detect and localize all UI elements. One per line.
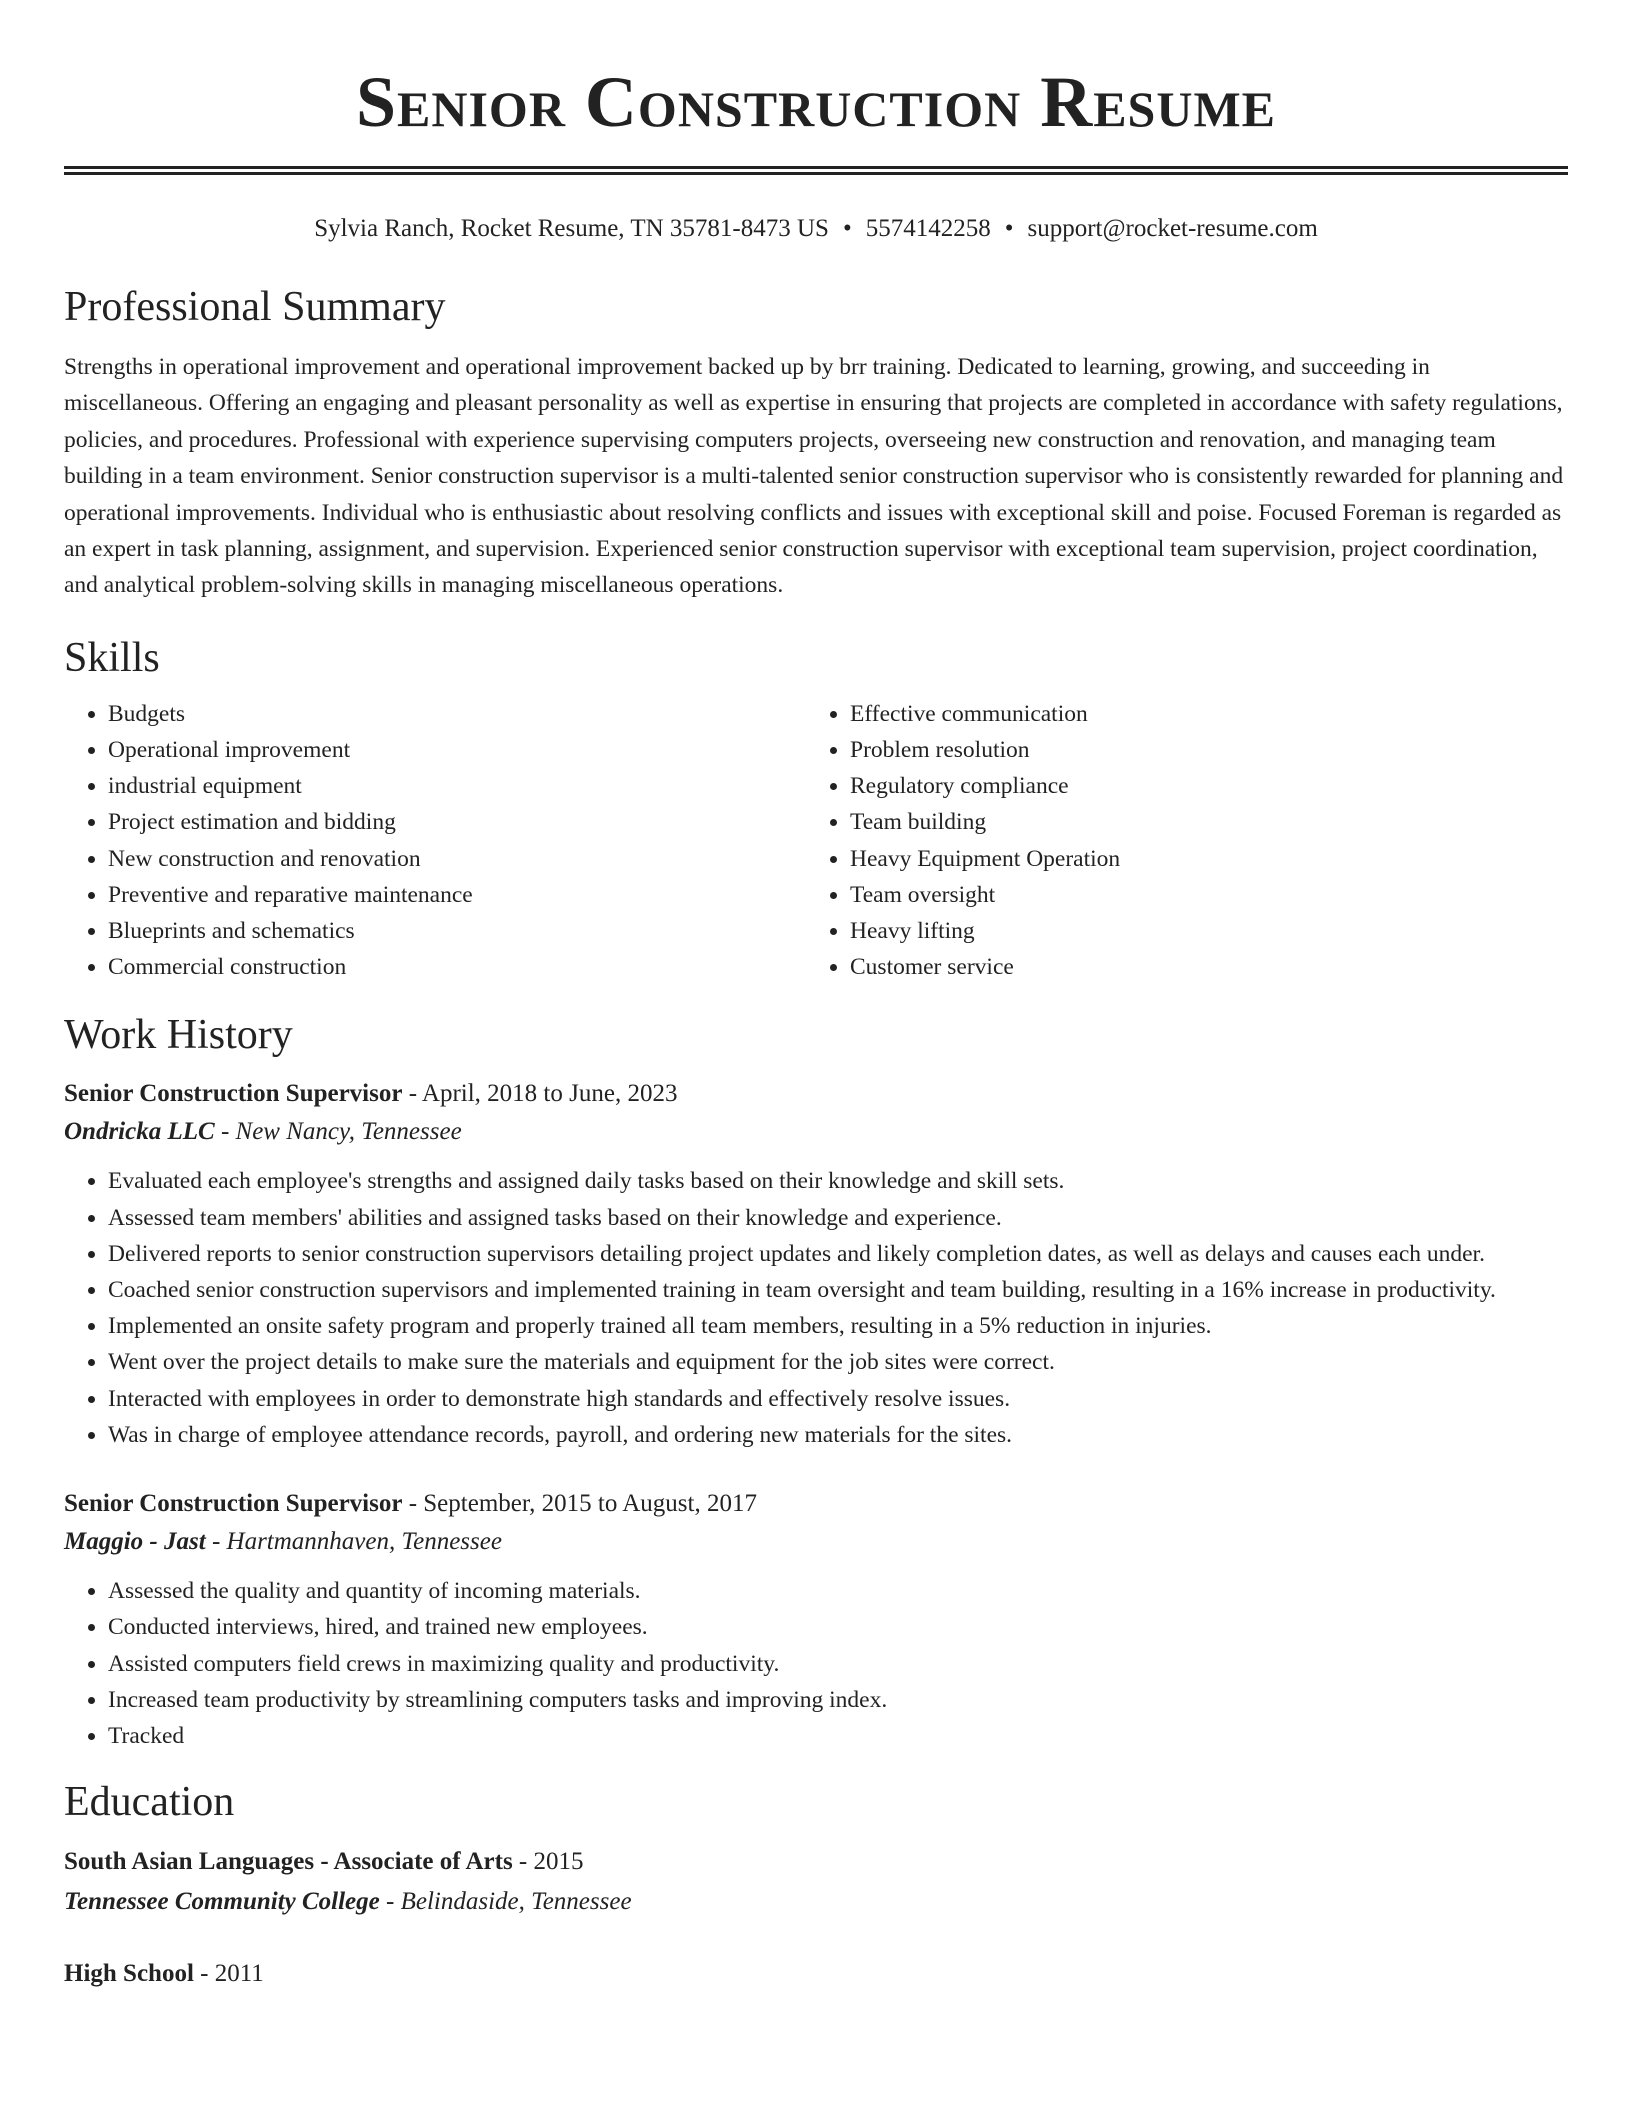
job-bullet: • Conducted interviews, hired, and trained new employees. xyxy=(108,1609,1568,1645)
job-bullet: • Assisted computers field crews in maximizing quality and productivity. xyxy=(108,1646,1568,1682)
skill-item: • Heavy lifting xyxy=(850,913,1568,949)
job-bullet: • Implemented an onsite safety program and properly trained all team members, resulting in a 5% reduction in injuries. xyxy=(108,1308,1568,1344)
job-bullet: • Assessed the quality and quantity of incoming materials. xyxy=(108,1573,1568,1609)
skill-item: • Preventive and reparative maintenance xyxy=(108,877,806,913)
job-company: Maggio - Jast xyxy=(64,1528,206,1556)
skill-item: • Regulatory compliance xyxy=(850,768,1568,804)
skills-grid xyxy=(64,696,1568,986)
job-company: Ondricka LLC xyxy=(64,1118,215,1146)
contact-line xyxy=(64,213,1568,245)
contact-address: Sylvia Ranch, Rocket Resume, TN 35781-8473 US xyxy=(314,215,829,242)
job-bullet: • Went over the project details to make sure the materials and equipment for the job sites were correct. xyxy=(108,1344,1568,1380)
title-double-rule xyxy=(64,166,1568,175)
job-entry xyxy=(64,1075,1568,1453)
education-year: - 2011 xyxy=(193,1960,264,1988)
skills-heading: Skills xyxy=(64,634,160,681)
job-dates: - September, 2015 to August, 2017 xyxy=(402,1490,757,1518)
skills-right-column xyxy=(806,696,1568,986)
job-title-line xyxy=(64,1075,1568,1113)
education-year: - 2015 xyxy=(512,1848,584,1876)
contact-separator: • xyxy=(842,215,852,242)
work-history-heading: Work History xyxy=(64,1012,293,1059)
job-location: - Hartmannhaven, Tennessee xyxy=(205,1528,502,1556)
summary-heading: Professional Summary xyxy=(64,284,446,330)
education-entry xyxy=(64,1954,1568,1994)
skill-item: • Operational improvement xyxy=(108,732,806,768)
education-degree-line xyxy=(64,1954,1568,1994)
job-title-line xyxy=(64,1485,1568,1523)
job-bullet: • Was in charge of employee attendance records, payroll, and ordering new materials for the sites. xyxy=(108,1417,1568,1453)
job-entry xyxy=(64,1485,1568,1754)
job-bullet: • Delivered reports to senior construction supervisors detailing project updates and likely completion dates, as well as delays and causes each under. xyxy=(108,1236,1568,1272)
contact-phone: 5574142258 xyxy=(865,215,991,242)
job-title: Senior Construction Supervisor xyxy=(64,1490,403,1518)
skill-item: • Effective communication xyxy=(850,696,1568,732)
job-bullet: • Increased team productivity by streamlining computers tasks and improving index. xyxy=(108,1682,1568,1718)
skill-item: • Budgets xyxy=(108,696,806,732)
job-bullet: • Coached senior construction supervisors and implemented training in team oversight and team building, resulting in a 16% increase in productivity. xyxy=(108,1272,1568,1308)
education-school: Tennessee Community College xyxy=(64,1888,380,1916)
skill-item: • Commercial construction xyxy=(108,949,806,985)
education-entry xyxy=(64,1842,1568,1922)
job-dates: - April, 2018 to June, 2023 xyxy=(402,1080,678,1108)
job-bullet: • Tracked xyxy=(108,1718,1568,1754)
job-bullets xyxy=(64,1573,1568,1754)
skill-item: • Team building xyxy=(850,804,1568,840)
skill-item: • Project estimation and bidding xyxy=(108,804,806,840)
skill-item: • Team oversight xyxy=(850,877,1568,913)
contact-separator: • xyxy=(1004,215,1014,242)
skills-left-column xyxy=(64,696,806,986)
education-degree: South Asian Languages - Associate of Arts xyxy=(64,1848,513,1876)
job-bullet: • Interacted with employees in order to demonstrate high standards and effectively resolve issues. xyxy=(108,1381,1568,1417)
education-location: - Belindaside, Tennessee xyxy=(379,1888,632,1916)
skill-item: • industrial equipment xyxy=(108,768,806,804)
skill-item: • Blueprints and schematics xyxy=(108,913,806,949)
education-degree: High School xyxy=(64,1960,194,1988)
job-location: - New Nancy, Tennessee xyxy=(214,1118,462,1146)
job-company-line xyxy=(64,1523,1568,1561)
education-heading: Education xyxy=(64,1779,235,1826)
education-school-line xyxy=(64,1882,1568,1922)
job-bullets xyxy=(64,1163,1568,1453)
job-bullet: • Assessed team members' abilities and assigned tasks based on their knowledge and experience. xyxy=(108,1200,1568,1236)
resume-title: Senior Construction Resume xyxy=(355,62,1277,142)
skill-item: • Problem resolution xyxy=(850,732,1568,768)
job-bullet: • Evaluated each employee's strengths and assigned daily tasks based on their knowledge and skill sets. xyxy=(108,1163,1568,1199)
summary-text: Strengths in operational improvement and operational improvement backed up by brr training. Dedicated to learning, growing, and succeeding in miscellaneous. Offering an engaging and pleasant personality as well as expertise in ensuring that projects are completed in accordance with safety regulations, policies, and procedures. Professional with experience supervising computers projects, overseeing new construction and renovation, and managing team building in a team environment. Senior construction supervisor is a multi-talented senior construction supervisor who is consistently rewarded for planning and operational improvements. Individual who is enthusiastic about resolving conflicts and issues with exceptional skill and poise. Focused Foreman is regarded as an expert in task planning, assignment, and supervision. Experienced senior construction supervisor with exceptional team supervision, project coordination, and analytical problem-solving skills in managing miscellaneous operations. xyxy=(64,354,1564,599)
job-company-line xyxy=(64,1113,1568,1151)
job-title: Senior Construction Supervisor xyxy=(64,1080,403,1108)
skill-item: • New construction and renovation xyxy=(108,841,806,877)
contact-email: support@rocket-resume.com xyxy=(1027,215,1318,242)
education-degree-line xyxy=(64,1842,1568,1882)
skill-item: • Customer service xyxy=(850,949,1568,985)
skill-item: • Heavy Equipment Operation xyxy=(850,841,1568,877)
